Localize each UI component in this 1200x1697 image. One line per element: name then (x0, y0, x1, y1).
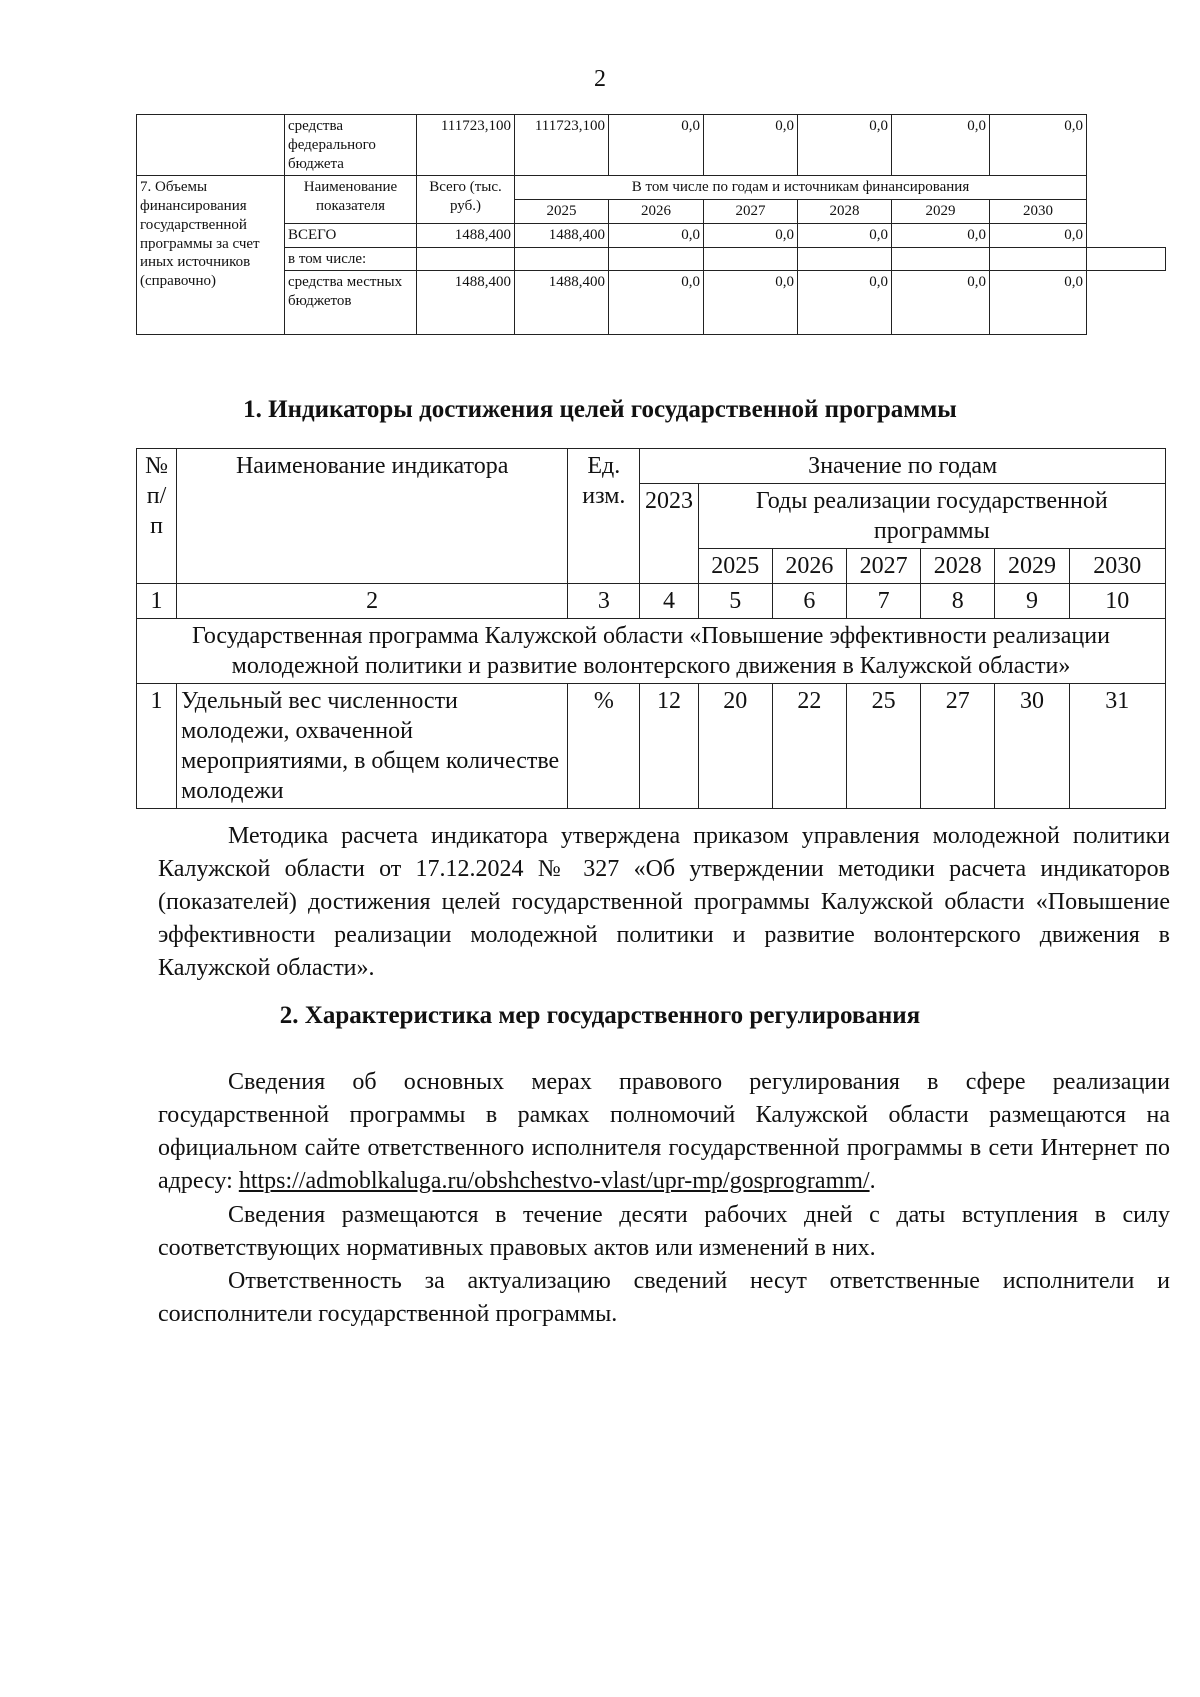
total-2027: 0,0 (704, 223, 798, 247)
col-number: 3 (568, 584, 640, 619)
local-2028: 0,0 (798, 271, 892, 335)
col-number: 10 (1069, 584, 1165, 619)
col-number: 1 (137, 584, 177, 619)
local-2027: 0,0 (704, 271, 798, 335)
federal-2028: 0,0 (798, 115, 892, 176)
col-number: 2 (177, 584, 568, 619)
values-by-years-header: Значение по годам (640, 449, 1166, 484)
local-row (137, 271, 1166, 335)
fin-year-2025: 2025 (515, 200, 609, 224)
federal-2027: 0,0 (704, 115, 798, 176)
federal-2029: 0,0 (892, 115, 990, 176)
col-number: 4 (640, 584, 698, 619)
fin-year-2026: 2026 (609, 200, 704, 224)
column-numbers-row (137, 584, 1166, 619)
num-header: № п/п (137, 449, 177, 584)
local-total: 1488,400 (417, 271, 515, 335)
local-2025: 1488,400 (515, 271, 609, 335)
financing-table (136, 114, 1166, 335)
total-2026: 0,0 (609, 223, 704, 247)
value-2030: 31 (1069, 684, 1165, 809)
section-2-title: 2. Характеристика мер государственного регулирования (279, 1002, 921, 1029)
federal-row (137, 115, 1166, 176)
fin-year-2030: 2030 (990, 200, 1087, 224)
section-1-title: 1. Индикаторы достижения целей государственной программы (243, 396, 957, 423)
total-2029: 0,0 (892, 223, 990, 247)
total-label: ВСЕГО (285, 223, 417, 247)
value-2026: 22 (772, 684, 846, 809)
local-2029: 0,0 (892, 271, 990, 335)
col-number: 8 (921, 584, 995, 619)
local-2030: 0,0 (990, 271, 1087, 335)
including-label: в том числе: (285, 247, 417, 271)
indicator-name: Удельный вес численности молодежи, охваченной мероприятиями, в общем количестве молодежи (177, 684, 568, 809)
federal-2026: 0,0 (609, 115, 704, 176)
total-total: 1488,400 (417, 223, 515, 247)
section-7-label: 7. Объемы финансирования государственной программы за счет иных источников (справочно) (137, 176, 285, 335)
methodology-paragraph: Методика расчета индикатора утверждена приказом управления молодежной политики Калужской области от 17.12.2024 № 327 «Об утверждении методики расчета индикаторов (показателей) достижения целей государственной программы Калужской области «Повышение эффективности реализации молодежной политики и развитие волонтерского движения в Калужской области». (158, 823, 1170, 981)
fin-year-2027: 2027 (704, 200, 798, 224)
federal-2030: 0,0 (990, 115, 1087, 176)
table-row (137, 684, 1166, 809)
indicator-unit: % (568, 684, 640, 809)
value-2025: 20 (698, 684, 772, 809)
total-2028: 0,0 (798, 223, 892, 247)
base-year-header: 2023 (640, 484, 698, 584)
ind-year-2028: 2028 (921, 549, 995, 584)
value-2027: 25 (847, 684, 921, 809)
total-2030: 0,0 (990, 223, 1087, 247)
federal-2025: 111723,100 (515, 115, 609, 176)
gosprogramm-link[interactable]: https://admoblkaluga.ru/obshchestvo-vlast/upr-mp/gosprogramm/ (238, 1168, 870, 1194)
federal-label: средства федерального бюджета (285, 115, 417, 176)
unit-header: Ед. изм. (568, 449, 640, 584)
value-2028: 27 (921, 684, 995, 809)
name-column-header: Наименование показателя (285, 176, 417, 224)
program-title-row (137, 619, 1166, 684)
local-label: средства местных бюджетов (285, 271, 417, 335)
regulation-text-end: . (869, 1168, 876, 1194)
regulation-text: Сведения об основных мерах правового регулирования в сфере реализации государственной программы в рамках полномочий Калужской области размещаются на официальном сайте ответственного исполнителя государственной программы в сети Интернет по адресу: (158, 1069, 1170, 1194)
indicators-table (136, 448, 1166, 809)
ind-year-2026: 2026 (772, 549, 846, 584)
col-number: 7 (847, 584, 921, 619)
federal-total: 111723,100 (417, 115, 515, 176)
impl-years-header: Годы реализации государственной программы (698, 484, 1165, 549)
col-number: 9 (995, 584, 1069, 619)
indicator-name-header: Наименование индикатора (177, 449, 568, 584)
local-2026: 0,0 (609, 271, 704, 335)
ind-header-row-1 (137, 449, 1166, 484)
total-row (137, 223, 1166, 247)
by-years-header: В том числе по годам и источникам финансирования (515, 176, 1087, 200)
regulation-paragraph (158, 1066, 1170, 1198)
fin-year-2028: 2028 (798, 200, 892, 224)
ind-year-2027: 2027 (847, 549, 921, 584)
page-number: 2 (594, 66, 606, 92)
program-title: Государственная программа Калужской области «Повышение эффективности реализации молодежной политики и развитие волонтерского движения в Калужской области» (137, 619, 1166, 684)
value-2023: 12 (640, 684, 698, 809)
ind-year-2025: 2025 (698, 549, 772, 584)
responsibility-paragraph: Ответственность за актуализацию сведений несут ответственные исполнители и соисполнители государственной программы. (158, 1268, 1170, 1327)
total-2025: 1488,400 (515, 223, 609, 247)
fin-year-2029: 2029 (892, 200, 990, 224)
total-column-header: Всего (тыс. руб.) (417, 176, 515, 224)
col-number: 6 (772, 584, 846, 619)
including-row (137, 247, 1166, 271)
row-num: 1 (137, 684, 177, 809)
value-2029: 30 (995, 684, 1069, 809)
ind-year-2030: 2030 (1069, 549, 1165, 584)
col-number: 5 (698, 584, 772, 619)
fin-header-row-1 (137, 176, 1166, 200)
ind-year-2029: 2029 (995, 549, 1069, 584)
empty-cell (137, 115, 285, 176)
placement-paragraph: Сведения размещаются в течение десяти рабочих дней с даты вступления в силу соответствующих нормативных правовых актов или изменений в них. (158, 1202, 1170, 1261)
